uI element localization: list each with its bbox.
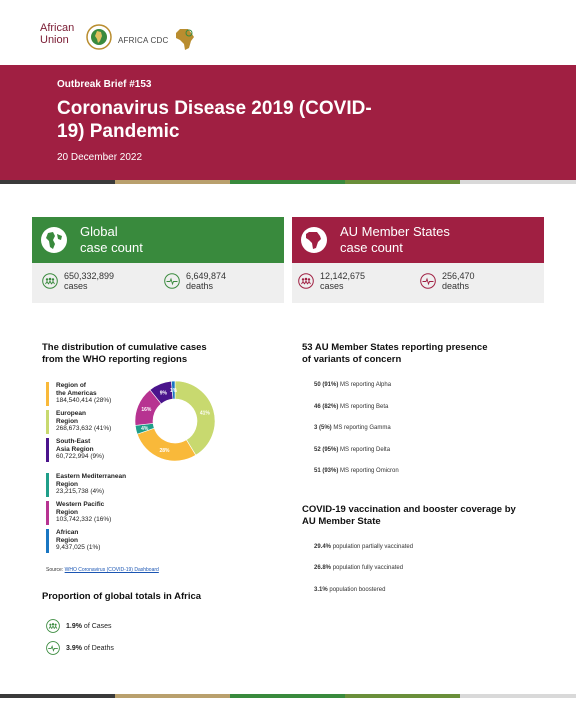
au-case-count-header xyxy=(292,217,544,263)
people-icon xyxy=(42,273,58,289)
source-note: Source: WHO Coronavirus (COVID-19) Dashboard xyxy=(46,567,159,573)
au-deaths-value: 256,470 xyxy=(442,271,475,281)
donut-label: 4% xyxy=(141,425,149,432)
global-label: Global case count xyxy=(80,224,143,255)
variant-beta: 46 (82%) MS reporting Beta xyxy=(314,404,389,410)
global-deaths-label: deaths xyxy=(186,281,214,291)
vaccination-full: 26.8% population fully vaccinated xyxy=(314,565,404,571)
donut-label: 16% xyxy=(141,407,152,414)
brief-number: Outbreak Brief #153 xyxy=(57,79,152,90)
color-stripe-bottom xyxy=(0,694,576,698)
heartbeat-icon xyxy=(46,641,60,655)
legend-swatch xyxy=(46,473,49,497)
africa-map-icon xyxy=(172,26,198,52)
vaccination-booster: 3.1% population boostered xyxy=(314,587,386,593)
au-seal-icon xyxy=(86,24,112,50)
au-stats xyxy=(292,263,544,303)
variant-gamma: 3 (5%) MS reporting Gamma xyxy=(314,425,391,431)
donut-label: 28% xyxy=(159,448,170,455)
africa-cases-pct: 1.9% xyxy=(66,623,82,630)
legend-value: 23,215,738 (4%) xyxy=(56,488,105,495)
donut-slice xyxy=(137,425,196,461)
legend-value: 184,540,414 (28%) xyxy=(56,397,112,404)
legend-swatch xyxy=(46,438,49,462)
legend-swatch xyxy=(46,501,49,525)
au-label: AU Member States case count xyxy=(340,224,450,255)
global-cases-value: 650,332,899 xyxy=(64,271,115,281)
globe-icon xyxy=(40,226,68,254)
global-deaths-value: 6,649,874 xyxy=(186,271,227,281)
hero-banner xyxy=(0,65,576,180)
people-icon xyxy=(46,619,60,633)
africa-deaths-pct: 3.9% xyxy=(66,645,82,652)
distribution-title: The distribution of cumulative cases from the WHO reporting regions xyxy=(42,342,207,365)
page-title: Coronavirus Disease 2019 (COVID-19) Pandemic xyxy=(57,98,372,142)
africa-share-title: Proportion of global totals in Africa xyxy=(42,591,202,602)
color-stripe-top xyxy=(0,180,576,184)
vaccination-partial: 29.4% population partially vaccinated xyxy=(314,544,414,550)
au-cases-label: cases xyxy=(320,281,344,291)
brief-date: 20 December 2022 xyxy=(57,152,143,163)
legend-value: 60,722,994 (9%) xyxy=(56,453,105,460)
au-logo-text: African Union xyxy=(40,22,75,46)
variant-delta: 52 (95%) MS reporting Delta xyxy=(314,447,391,453)
cdc-logo-text: AFRICA CDC xyxy=(118,36,169,45)
legend-swatch xyxy=(46,410,49,434)
africa-cdc-logo xyxy=(118,26,230,52)
legend-value: 103,742,332 (16%) xyxy=(56,516,112,523)
legend-value: 9,437,025 (1%) xyxy=(56,544,101,551)
donut-label: 1% xyxy=(169,388,178,395)
variant-alpha: 50 (91%) MS reporting Alpha xyxy=(314,382,392,388)
legend-swatch xyxy=(46,529,49,553)
people-icon xyxy=(298,273,314,289)
global-case-count-header xyxy=(32,217,284,263)
donut-label: 9% xyxy=(159,390,167,397)
au-cases-value: 12,142,675 xyxy=(320,271,366,281)
region-donut-chart xyxy=(134,380,216,462)
global-stats xyxy=(32,263,284,303)
global-cases-label: cases xyxy=(64,281,88,291)
legend-value: 268,673,632 (41%) xyxy=(56,425,112,432)
legend-swatch xyxy=(46,382,49,406)
variant-omicron: 51 (93%) MS reporting Omicron xyxy=(314,468,399,474)
au-deaths-label: deaths xyxy=(442,281,470,291)
source-link[interactable]: WHO Coronavirus (COVID-19) Dashboard xyxy=(64,567,159,573)
heartbeat-icon xyxy=(420,273,436,289)
africa-globe-icon xyxy=(300,226,328,254)
logo-bar xyxy=(40,22,240,58)
heartbeat-icon xyxy=(164,273,180,289)
vaccination-title: COVID-19 vaccination and booster coverage by AU Member State xyxy=(302,504,516,527)
variants-title: 53 AU Member States reporting presence of variants of concern xyxy=(302,342,488,365)
donut-label: 41% xyxy=(199,410,210,417)
